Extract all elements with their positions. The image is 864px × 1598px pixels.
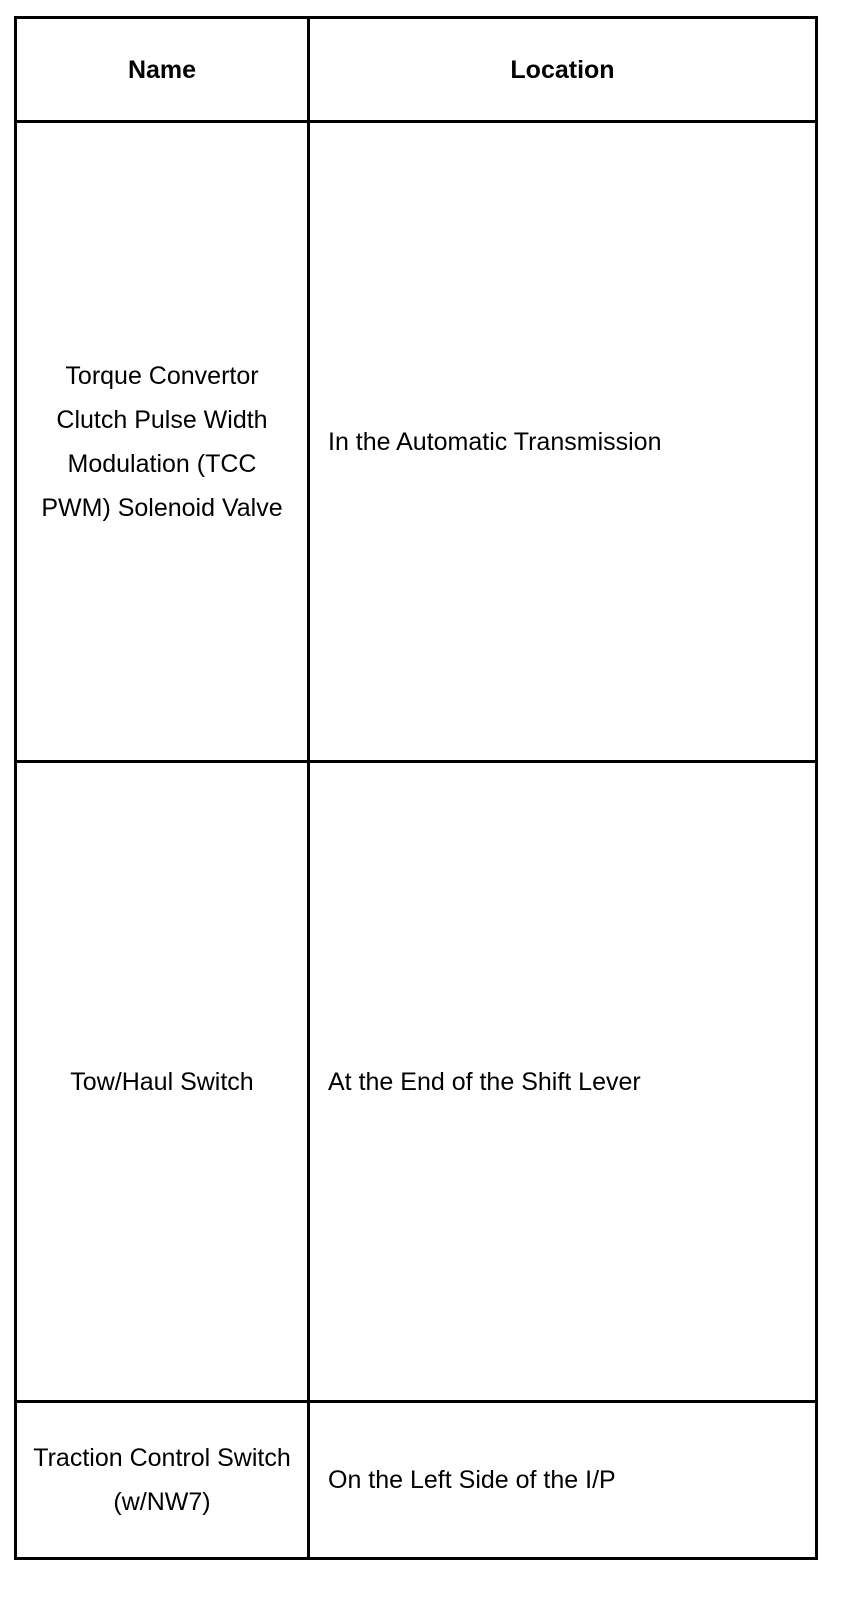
row-name-cell: [17, 1403, 307, 1557]
table-row: [17, 760, 815, 1400]
row-name-text: Torque Convertor Clutch Pulse Width Modulation (TCC PWM) Solenoid Valve: [41, 361, 283, 522]
row-name-text: Tow/Haul Switch: [70, 1067, 254, 1096]
row-location-cell: [307, 1403, 815, 1557]
header-location: Location: [307, 19, 815, 120]
table-header-row: [17, 19, 815, 120]
row-name-text: Traction Control Switch (w/NW7): [33, 1444, 291, 1516]
row-name-cell: [17, 763, 307, 1400]
component-location-table: [14, 16, 818, 1560]
table-row: [17, 120, 815, 760]
row-location-text: On the Left Side of the I/P: [328, 1466, 616, 1494]
header-name: Name: [127, 55, 197, 84]
row-location-text: At the End of the Shift Lever: [328, 1067, 641, 1096]
table-row: [17, 1400, 815, 1557]
row-location-text: In the Automatic Transmission: [328, 427, 662, 456]
row-name-cell: [17, 123, 307, 760]
row-location-cell: [307, 763, 815, 1400]
row-location-cell: [307, 123, 815, 760]
